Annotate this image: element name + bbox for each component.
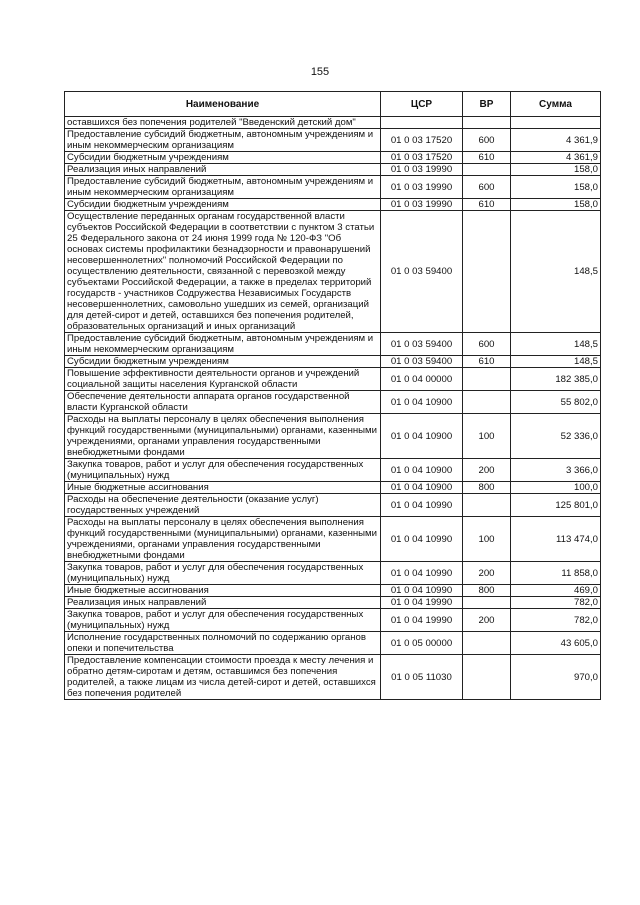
row-name: Осуществление переданных органам государственной власти субъектов Российской Федерации в соответствии с пунктом 3 статьи 25 Федерального закона от 24 июня 1999 года № 120-ФЗ "Об основах системы профилактики безнадзорности и правонарушений несовершеннолетних" полномочий Российской Федерации по осуществлению деятельности, связанной с перевозкой между субъектами Российской Федерации, а также в пределах территорий государств - участников Содружества Независимых Государств несовершеннолетних, самовольно ушедших из семей, организаций для детей-сирот и детей, оставшихся без попечения родителей, образовательных организаций и иных организаций <box>65 211 381 333</box>
table-row <box>65 333 601 356</box>
row-csr: 01 0 04 10900 <box>381 482 463 494</box>
table-row <box>65 176 601 199</box>
table-row <box>65 164 601 176</box>
row-name: Иные бюджетные ассигнования <box>65 482 381 494</box>
row-name: Обеспечение деятельности аппарата органов государственной власти Курганской области <box>65 391 381 414</box>
row-sum: 43 605,0 <box>511 632 601 655</box>
row-sum: 4 361,9 <box>511 152 601 164</box>
row-name: Расходы на выплаты персоналу в целях обеспечения выполнения функций государственными (муниципальными) органами, казенными учреждениями, органами управления государственными внебюджетными фондами <box>65 517 381 562</box>
row-vr <box>463 494 511 517</box>
table-row <box>65 655 601 700</box>
row-csr: 01 0 04 10990 <box>381 517 463 562</box>
table-row <box>65 391 601 414</box>
row-csr: 01 0 03 19990 <box>381 176 463 199</box>
row-csr: 01 0 03 17520 <box>381 152 463 164</box>
row-name: Расходы на выплаты персоналу в целях обеспечения выполнения функций государственными (муниципальными) органами, казенными учреждениями, органами управления государственными внебюджетными фондами <box>65 414 381 459</box>
row-csr: 01 0 04 10900 <box>381 414 463 459</box>
row-sum: 469,0 <box>511 585 601 597</box>
row-name: Исполнение государственных полномочий по содержанию органов опеки и попечительства <box>65 632 381 655</box>
row-sum: 782,0 <box>511 609 601 632</box>
row-csr: 01 0 04 10990 <box>381 494 463 517</box>
row-sum: 782,0 <box>511 597 601 609</box>
row-csr: 01 0 03 17520 <box>381 129 463 152</box>
row-name: Предоставление субсидий бюджетным, автономным учреждениям и иным некоммерческим организациям <box>65 129 381 152</box>
row-csr <box>381 117 463 129</box>
row-csr: 01 0 04 10900 <box>381 459 463 482</box>
row-csr: 01 0 03 59400 <box>381 211 463 333</box>
table-row <box>65 482 601 494</box>
table-row <box>65 459 601 482</box>
table-row <box>65 609 601 632</box>
table-row <box>65 632 601 655</box>
row-vr: 200 <box>463 562 511 585</box>
header-sum: Сумма <box>511 92 601 117</box>
row-name: Субсидии бюджетным учреждениям <box>65 356 381 368</box>
row-sum: 148,5 <box>511 356 601 368</box>
row-vr: 100 <box>463 517 511 562</box>
row-csr: 01 0 04 10990 <box>381 562 463 585</box>
table-row <box>65 414 601 459</box>
row-name: Повышение эффективности деятельности органов и учреждений социальной защиты населения Курганской области <box>65 368 381 391</box>
table-row <box>65 517 601 562</box>
table-row <box>65 199 601 211</box>
row-vr <box>463 164 511 176</box>
row-name: Предоставление субсидий бюджетным, автономным учреждениям и иным некоммерческим организациям <box>65 176 381 199</box>
row-vr: 610 <box>463 152 511 164</box>
table-row <box>65 117 601 129</box>
table-row <box>65 562 601 585</box>
row-vr <box>463 368 511 391</box>
row-name: Расходы на обеспечение деятельности (оказание услуг) государственных учреждений <box>65 494 381 517</box>
table-row <box>65 211 601 333</box>
row-vr: 600 <box>463 333 511 356</box>
row-csr: 01 0 03 19990 <box>381 199 463 211</box>
row-vr: 800 <box>463 482 511 494</box>
header-vr: ВР <box>463 92 511 117</box>
row-sum: 158,0 <box>511 199 601 211</box>
row-csr: 01 0 03 59400 <box>381 356 463 368</box>
header-name: Наименование <box>65 92 381 117</box>
row-sum: 125 801,0 <box>511 494 601 517</box>
row-sum: 113 474,0 <box>511 517 601 562</box>
row-vr: 600 <box>463 176 511 199</box>
table-row <box>65 152 601 164</box>
row-name: Иные бюджетные ассигнования <box>65 585 381 597</box>
row-vr <box>463 597 511 609</box>
table-row <box>65 129 601 152</box>
row-sum: 158,0 <box>511 176 601 199</box>
row-sum: 52 336,0 <box>511 414 601 459</box>
row-sum: 148,5 <box>511 333 601 356</box>
row-vr: 200 <box>463 459 511 482</box>
row-vr: 600 <box>463 129 511 152</box>
row-csr: 01 0 03 19990 <box>381 164 463 176</box>
row-vr: 610 <box>463 199 511 211</box>
row-csr: 01 0 05 11030 <box>381 655 463 700</box>
row-name: Реализация иных направлений <box>65 597 381 609</box>
row-vr <box>463 117 511 129</box>
row-vr <box>463 391 511 414</box>
row-csr: 01 0 03 59400 <box>381 333 463 356</box>
row-vr: 200 <box>463 609 511 632</box>
row-name: Предоставление компенсации стоимости проезда к месту лечения и обратно детям-сиротам и детям, оставшимся без попечения родителей, а также лицам из числа детей-сирот и детей, оставшихся без попечения родителей <box>65 655 381 700</box>
table-row <box>65 356 601 368</box>
row-sum: 182 385,0 <box>511 368 601 391</box>
row-name: Субсидии бюджетным учреждениям <box>65 152 381 164</box>
page-number: 155 <box>310 66 330 78</box>
row-vr <box>463 655 511 700</box>
row-vr <box>463 211 511 333</box>
row-name: Реализация иных направлений <box>65 164 381 176</box>
row-csr: 01 0 04 19990 <box>381 597 463 609</box>
table-header-row <box>65 92 601 117</box>
row-csr: 01 0 04 00000 <box>381 368 463 391</box>
row-sum: 158,0 <box>511 164 601 176</box>
row-vr: 800 <box>463 585 511 597</box>
table-row <box>65 368 601 391</box>
row-vr: 610 <box>463 356 511 368</box>
row-name: Предоставление субсидий бюджетным, автономным учреждениям и иным некоммерческим организациям <box>65 333 381 356</box>
table-row <box>65 494 601 517</box>
row-sum: 970,0 <box>511 655 601 700</box>
row-name: Закупка товаров, работ и услуг для обеспечения государственных (муниципальных) нужд <box>65 562 381 585</box>
row-sum: 100,0 <box>511 482 601 494</box>
row-csr: 01 0 05 00000 <box>381 632 463 655</box>
row-vr <box>463 632 511 655</box>
row-sum: 11 858,0 <box>511 562 601 585</box>
row-sum: 4 361,9 <box>511 129 601 152</box>
row-sum <box>511 117 601 129</box>
row-sum: 55 802,0 <box>511 391 601 414</box>
table-row <box>65 585 601 597</box>
row-sum: 148,5 <box>511 211 601 333</box>
row-sum: 3 366,0 <box>511 459 601 482</box>
header-csr: ЦСР <box>381 92 463 117</box>
row-name: Субсидии бюджетным учреждениям <box>65 199 381 211</box>
row-vr: 100 <box>463 414 511 459</box>
row-name: оставшихся без попечения родителей "Введенский детский дом" <box>65 117 381 129</box>
row-csr: 01 0 04 10990 <box>381 585 463 597</box>
table-row <box>65 597 601 609</box>
row-csr: 01 0 04 19990 <box>381 609 463 632</box>
row-name: Закупка товаров, работ и услуг для обеспечения государственных (муниципальных) нужд <box>65 609 381 632</box>
row-name: Закупка товаров, работ и услуг для обеспечения государственных (муниципальных) нужд <box>65 459 381 482</box>
budget-table <box>64 91 601 700</box>
row-csr: 01 0 04 10900 <box>381 391 463 414</box>
